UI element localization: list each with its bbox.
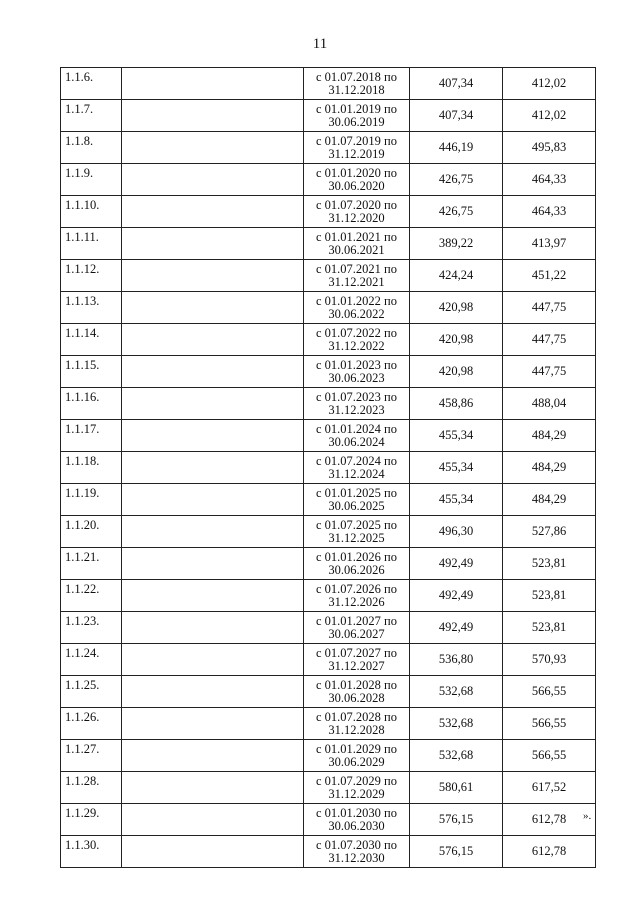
row-empty-cell bbox=[122, 580, 304, 612]
row-value-2: 612,78 bbox=[503, 836, 596, 868]
row-value-2: 617,52 bbox=[503, 772, 596, 804]
row-value-1: 576,15 bbox=[410, 804, 503, 836]
period-line-1: с 01.01.2020 по bbox=[316, 165, 397, 180]
period-line-2: 30.06.2026 bbox=[328, 562, 385, 577]
row-value-1: 492,49 bbox=[410, 612, 503, 644]
row-empty-cell bbox=[122, 612, 304, 644]
row-value-2: 523,81 bbox=[503, 548, 596, 580]
row-value-1: 389,22 bbox=[410, 228, 503, 260]
period-line-1: с 01.07.2022 по bbox=[316, 325, 397, 340]
closing-quote-mark: ». bbox=[583, 810, 592, 822]
period-line-1: с 01.07.2023 по bbox=[316, 389, 397, 404]
row-period bbox=[304, 804, 410, 836]
row-value-2: 488,04 bbox=[503, 388, 596, 420]
row-number: 1.1.18. bbox=[61, 452, 122, 484]
row-empty-cell bbox=[122, 68, 304, 100]
period-line-2: 31.12.2028 bbox=[328, 722, 385, 737]
row-value-1: 536,80 bbox=[410, 644, 503, 676]
row-value-1: 458,86 bbox=[410, 388, 503, 420]
table-row bbox=[61, 708, 596, 740]
period-line-2: 31.12.2027 bbox=[328, 658, 385, 673]
row-value-1: 407,34 bbox=[410, 100, 503, 132]
table-row bbox=[61, 324, 596, 356]
row-value-2: 447,75 bbox=[503, 356, 596, 388]
period-line-2: 30.06.2027 bbox=[328, 626, 385, 641]
row-empty-cell bbox=[122, 516, 304, 548]
row-number: 1.1.20. bbox=[61, 516, 122, 548]
period-line-1: с 01.07.2025 по bbox=[316, 517, 397, 532]
period-line-2: 30.06.2028 bbox=[328, 690, 385, 705]
row-empty-cell bbox=[122, 292, 304, 324]
row-empty-cell bbox=[122, 708, 304, 740]
row-value-1: 492,49 bbox=[410, 548, 503, 580]
row-value-1: 426,75 bbox=[410, 164, 503, 196]
row-period bbox=[304, 452, 410, 484]
row-empty-cell bbox=[122, 164, 304, 196]
row-empty-cell bbox=[122, 260, 304, 292]
row-value-1: 532,68 bbox=[410, 740, 503, 772]
row-number: 1.1.22. bbox=[61, 580, 122, 612]
period-line-2: 30.06.2021 bbox=[328, 242, 385, 257]
row-empty-cell bbox=[122, 836, 304, 868]
period-line-1: с 01.07.2030 по bbox=[316, 837, 397, 852]
row-empty-cell bbox=[122, 100, 304, 132]
row-value-1: 580,61 bbox=[410, 772, 503, 804]
row-value-1: 455,34 bbox=[410, 420, 503, 452]
row-value-1: 455,34 bbox=[410, 484, 503, 516]
period-line-2: 30.06.2025 bbox=[328, 498, 385, 513]
table-row bbox=[61, 484, 596, 516]
row-empty-cell bbox=[122, 132, 304, 164]
row-number: 1.1.17. bbox=[61, 420, 122, 452]
table-row bbox=[61, 580, 596, 612]
row-value-1: 420,98 bbox=[410, 292, 503, 324]
row-period bbox=[304, 612, 410, 644]
row-number: 1.1.10. bbox=[61, 196, 122, 228]
row-value-1: 426,75 bbox=[410, 196, 503, 228]
period-line-1: с 01.01.2030 по bbox=[316, 805, 397, 820]
table-row bbox=[61, 132, 596, 164]
row-number: 1.1.13. bbox=[61, 292, 122, 324]
row-value-1: 420,98 bbox=[410, 356, 503, 388]
row-value-2: 570,93 bbox=[503, 644, 596, 676]
period-line-2: 30.06.2023 bbox=[328, 370, 385, 385]
row-value-1: 492,49 bbox=[410, 580, 503, 612]
row-period bbox=[304, 196, 410, 228]
tariff-table-body bbox=[61, 68, 596, 868]
row-empty-cell bbox=[122, 324, 304, 356]
table-row bbox=[61, 100, 596, 132]
row-value-2: 412,02 bbox=[503, 68, 596, 100]
row-period bbox=[304, 548, 410, 580]
period-line-2: 31.12.2022 bbox=[328, 338, 385, 353]
table-row bbox=[61, 612, 596, 644]
row-period bbox=[304, 484, 410, 516]
row-period bbox=[304, 260, 410, 292]
table-row bbox=[61, 388, 596, 420]
row-empty-cell bbox=[122, 420, 304, 452]
table-row bbox=[61, 420, 596, 452]
row-number: 1.1.25. bbox=[61, 676, 122, 708]
row-period bbox=[304, 644, 410, 676]
row-empty-cell bbox=[122, 740, 304, 772]
row-period bbox=[304, 292, 410, 324]
period-line-1: с 01.07.2024 по bbox=[316, 453, 397, 468]
row-empty-cell bbox=[122, 644, 304, 676]
table-row bbox=[61, 292, 596, 324]
row-number: 1.1.7. bbox=[61, 100, 122, 132]
row-value-2: 447,75 bbox=[503, 292, 596, 324]
row-number: 1.1.11. bbox=[61, 228, 122, 260]
row-period bbox=[304, 740, 410, 772]
period-line-1: с 01.01.2021 по bbox=[316, 229, 397, 244]
period-line-2: 31.12.2024 bbox=[328, 466, 385, 481]
period-line-1: с 01.07.2020 по bbox=[316, 197, 397, 212]
table-row bbox=[61, 260, 596, 292]
row-value-2: 464,33 bbox=[503, 164, 596, 196]
row-value-1: 496,30 bbox=[410, 516, 503, 548]
period-line-1: с 01.01.2024 по bbox=[316, 421, 397, 436]
period-line-2: 30.06.2020 bbox=[328, 178, 385, 193]
row-period bbox=[304, 164, 410, 196]
period-line-2: 31.12.2019 bbox=[328, 146, 385, 161]
row-number: 1.1.8. bbox=[61, 132, 122, 164]
row-number: 1.1.19. bbox=[61, 484, 122, 516]
row-empty-cell bbox=[122, 804, 304, 836]
period-line-2: 30.06.2022 bbox=[328, 306, 385, 321]
row-value-2: 527,86 bbox=[503, 516, 596, 548]
row-empty-cell bbox=[122, 196, 304, 228]
row-number: 1.1.28. bbox=[61, 772, 122, 804]
table-row bbox=[61, 196, 596, 228]
row-period bbox=[304, 772, 410, 804]
period-line-2: 31.12.2029 bbox=[328, 786, 385, 801]
row-empty-cell bbox=[122, 388, 304, 420]
row-value-2: 523,81 bbox=[503, 580, 596, 612]
row-period bbox=[304, 356, 410, 388]
row-value-2: 566,55 bbox=[503, 708, 596, 740]
row-period bbox=[304, 676, 410, 708]
row-period bbox=[304, 324, 410, 356]
table-row bbox=[61, 740, 596, 772]
period-line-1: с 01.07.2026 по bbox=[316, 581, 397, 596]
table-row bbox=[61, 676, 596, 708]
row-number: 1.1.9. bbox=[61, 164, 122, 196]
row-value-1: 407,34 bbox=[410, 68, 503, 100]
row-empty-cell bbox=[122, 228, 304, 260]
row-number: 1.1.23. bbox=[61, 612, 122, 644]
row-value-2: 484,29 bbox=[503, 420, 596, 452]
period-line-1: с 01.07.2021 по bbox=[316, 261, 397, 276]
period-line-2: 31.12.2020 bbox=[328, 210, 385, 225]
row-value-1: 446,19 bbox=[410, 132, 503, 164]
row-number: 1.1.15. bbox=[61, 356, 122, 388]
period-line-1: с 01.01.2023 по bbox=[316, 357, 397, 372]
row-number: 1.1.26. bbox=[61, 708, 122, 740]
row-number: 1.1.27. bbox=[61, 740, 122, 772]
row-value-2: 484,29 bbox=[503, 452, 596, 484]
table-row bbox=[61, 164, 596, 196]
period-line-2: 31.12.2023 bbox=[328, 402, 385, 417]
row-number: 1.1.12. bbox=[61, 260, 122, 292]
period-line-2: 30.06.2019 bbox=[328, 114, 385, 129]
row-period bbox=[304, 836, 410, 868]
row-period bbox=[304, 100, 410, 132]
row-number: 1.1.29. bbox=[61, 804, 122, 836]
row-value-2: 612,78 bbox=[503, 804, 596, 836]
table-row bbox=[61, 68, 596, 100]
period-line-1: с 01.07.2018 по bbox=[316, 69, 397, 84]
row-value-1: 532,68 bbox=[410, 676, 503, 708]
row-value-2: 484,29 bbox=[503, 484, 596, 516]
period-line-2: 31.12.2025 bbox=[328, 530, 385, 545]
row-value-1: 576,15 bbox=[410, 836, 503, 868]
row-period bbox=[304, 228, 410, 260]
row-number: 1.1.6. bbox=[61, 68, 122, 100]
row-value-1: 424,24 bbox=[410, 260, 503, 292]
row-empty-cell bbox=[122, 356, 304, 388]
table-row bbox=[61, 772, 596, 804]
table-row bbox=[61, 452, 596, 484]
period-line-1: с 01.07.2019 по bbox=[316, 133, 397, 148]
row-value-1: 455,34 bbox=[410, 452, 503, 484]
row-empty-cell bbox=[122, 772, 304, 804]
row-empty-cell bbox=[122, 484, 304, 516]
period-line-1: с 01.01.2026 по bbox=[316, 549, 397, 564]
period-line-2: 31.12.2018 bbox=[328, 82, 385, 97]
table-row bbox=[61, 356, 596, 388]
period-line-1: с 01.07.2027 по bbox=[316, 645, 397, 660]
row-value-2: 464,33 bbox=[503, 196, 596, 228]
row-value-2: 412,02 bbox=[503, 100, 596, 132]
row-value-2: 566,55 bbox=[503, 740, 596, 772]
period-line-1: с 01.01.2029 по bbox=[316, 741, 397, 756]
table-row bbox=[61, 516, 596, 548]
row-period bbox=[304, 132, 410, 164]
row-period bbox=[304, 420, 410, 452]
tariff-table bbox=[60, 67, 596, 868]
period-line-2: 30.06.2030 bbox=[328, 818, 385, 833]
period-line-1: с 01.01.2019 по bbox=[316, 101, 397, 116]
row-empty-cell bbox=[122, 548, 304, 580]
row-value-2: 495,83 bbox=[503, 132, 596, 164]
row-number: 1.1.30. bbox=[61, 836, 122, 868]
period-line-1: с 01.01.2025 по bbox=[316, 485, 397, 500]
table-row bbox=[61, 548, 596, 580]
period-line-2: 30.06.2029 bbox=[328, 754, 385, 769]
period-line-2: 31.12.2021 bbox=[328, 274, 385, 289]
row-period bbox=[304, 708, 410, 740]
row-value-1: 532,68 bbox=[410, 708, 503, 740]
row-number: 1.1.24. bbox=[61, 644, 122, 676]
period-line-1: с 01.07.2028 по bbox=[316, 709, 397, 724]
row-number: 1.1.14. bbox=[61, 324, 122, 356]
row-number: 1.1.16. bbox=[61, 388, 122, 420]
row-empty-cell bbox=[122, 676, 304, 708]
table-row bbox=[61, 644, 596, 676]
row-value-2: 413,97 bbox=[503, 228, 596, 260]
row-period bbox=[304, 580, 410, 612]
period-line-1: с 01.01.2028 по bbox=[316, 677, 397, 692]
row-value-1: 420,98 bbox=[410, 324, 503, 356]
row-value-2: 523,81 bbox=[503, 612, 596, 644]
row-period bbox=[304, 68, 410, 100]
page-number: 11 bbox=[312, 36, 328, 52]
period-line-1: с 01.07.2029 по bbox=[316, 773, 397, 788]
row-number: 1.1.21. bbox=[61, 548, 122, 580]
row-empty-cell bbox=[122, 452, 304, 484]
period-line-1: с 01.01.2022 по bbox=[316, 293, 397, 308]
row-period bbox=[304, 516, 410, 548]
period-line-2: 31.12.2030 bbox=[328, 850, 385, 865]
row-value-2: 451,22 bbox=[503, 260, 596, 292]
period-line-2: 30.06.2024 bbox=[328, 434, 385, 449]
period-line-1: с 01.01.2027 по bbox=[316, 613, 397, 628]
row-period bbox=[304, 388, 410, 420]
period-line-2: 31.12.2026 bbox=[328, 594, 385, 609]
table-row bbox=[61, 836, 596, 868]
row-value-2: 447,75 bbox=[503, 324, 596, 356]
table-row bbox=[61, 804, 596, 836]
table-row bbox=[61, 228, 596, 260]
row-value-2: 566,55 bbox=[503, 676, 596, 708]
